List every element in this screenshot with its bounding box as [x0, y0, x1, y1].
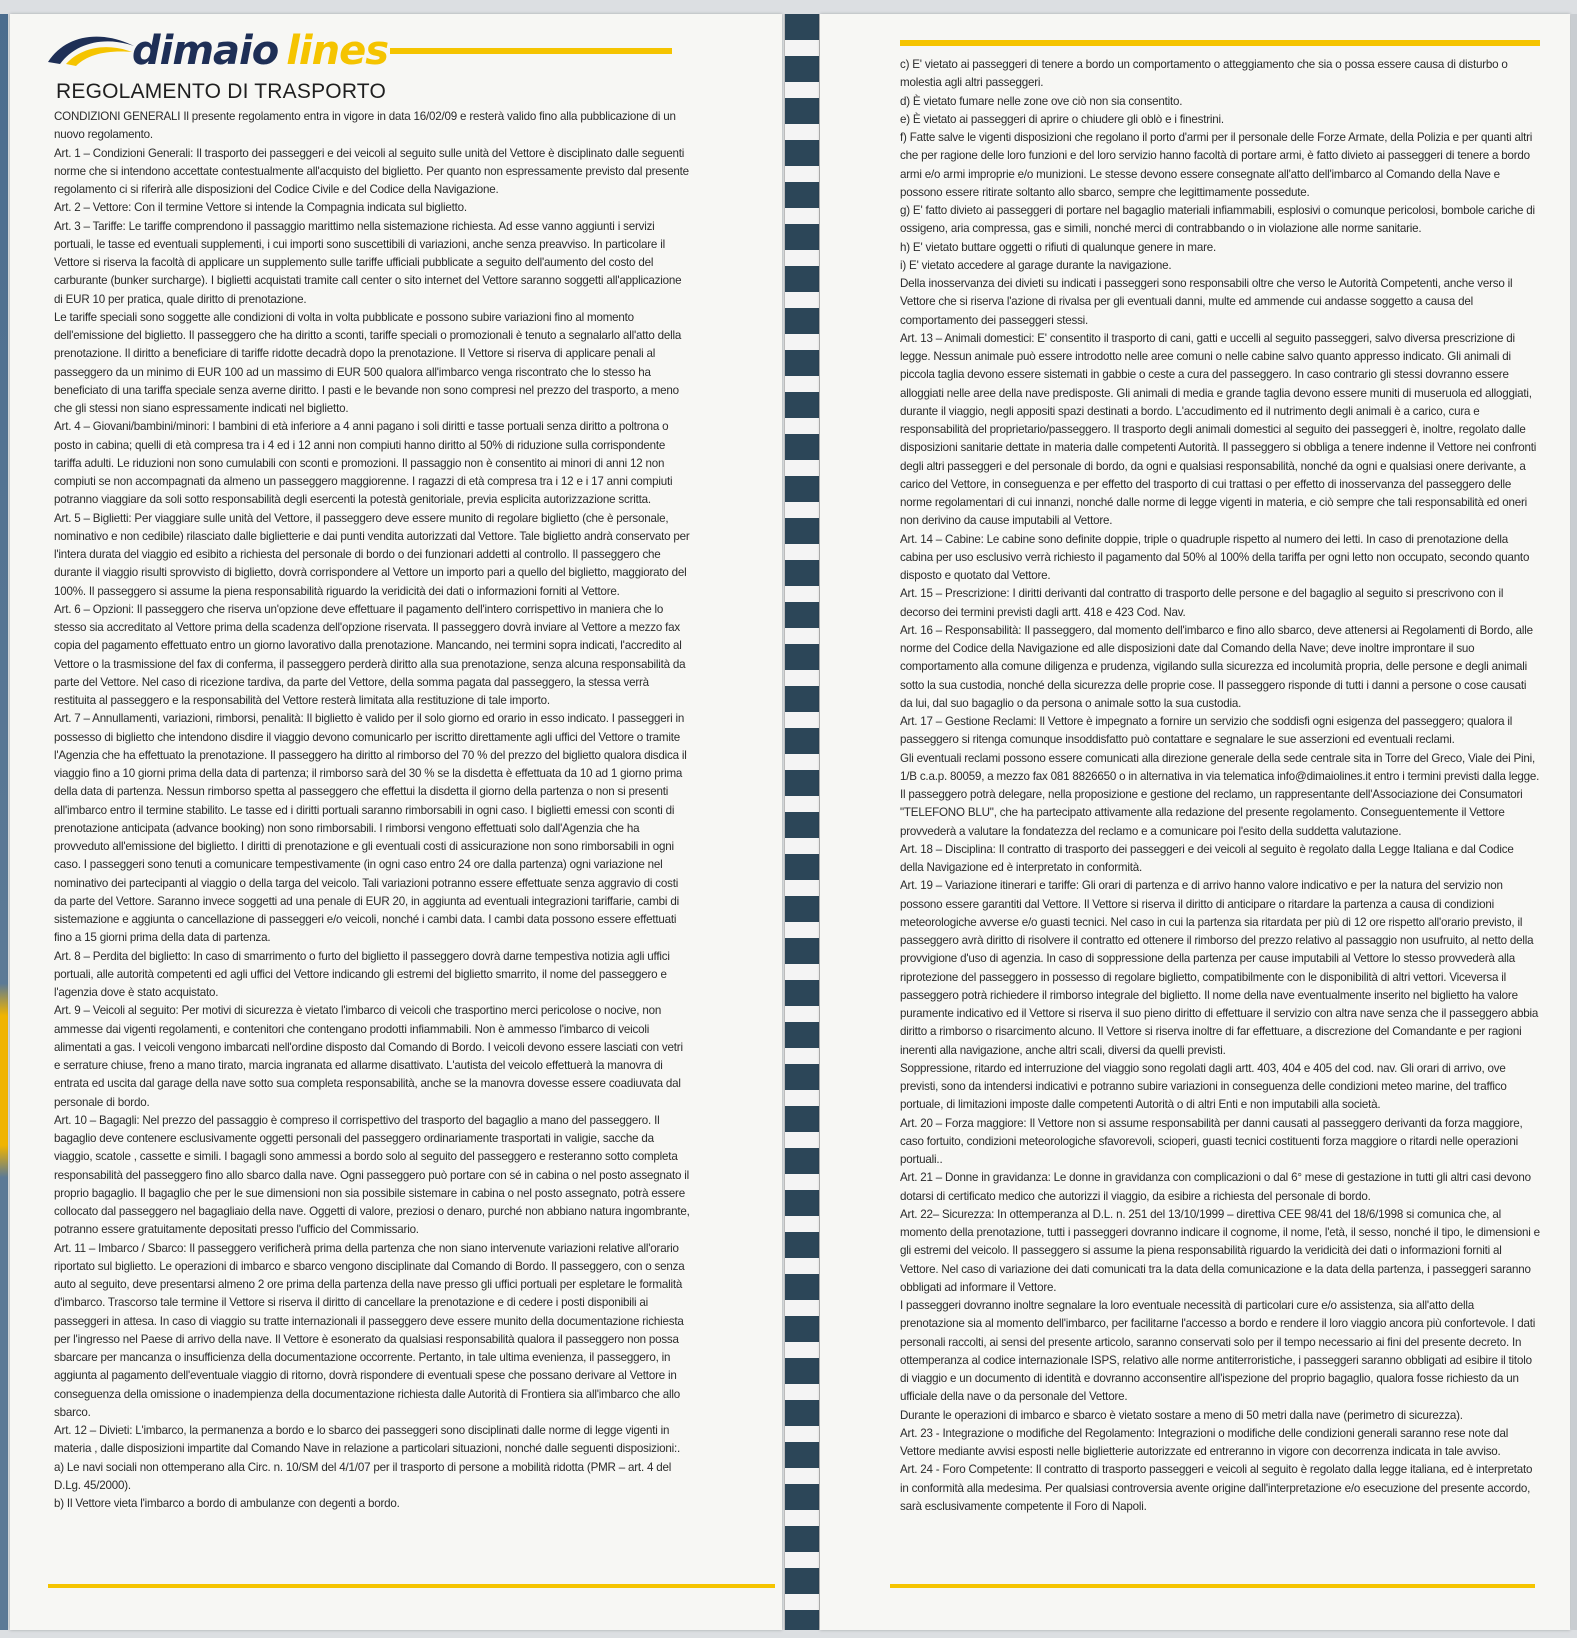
- paragraph-art-12-b: b) Il Vettore vieta l'imbarco a bordo di ambulanze con degenti a bordo.: [54, 1497, 400, 1510]
- paragraph-art-2: Art. 2 – Vettore: Con il termine Vettore si intende la Compagnia indicata sul biglietto.: [54, 201, 467, 215]
- paragraph-art-5: Art. 5 – Biglietti: Per viaggiare sulle unità del Vettore, il passeggero deve essere munito di regolare biglietto (che è personale, nominativo e non cedibile) rilasciato dalle biglietterie e dai punti vendita autorizzati dal Vettore. Tale biglietto andrà conservato per l'intera durata del viaggio ed esibito a richiesta del personale di bordo o dei funzionari addetti al controllo. Il passeggero che durante il viaggio risulti sprovvisto di biglietto, dovrà corrispondere al Vettore un importo pari a quello del biglietto, maggiorato del 100%. Il passeggero si assume la piena responsabilità riguardo la veridicità dei dati o informazioni forniti al Vettore.: [54, 511, 690, 598]
- paragraph-art-1: Art. 1 – Condizioni Generali: Il trasporto dei passeggeri e dei veicoli al seguito sulle unità del Vettore è disciplinato dalle seguenti norme che si intendono accettate contestualmente all'acquisto del biglietto. Per quanto non espressamente previsto dal presente regolamento ci si riferirà alle disposizioni del Codice Civile e del Codice della Navigazione.: [54, 146, 689, 196]
- paragraph-art-20: Art. 20 – Forza maggiore: Il Vettore non si assume responsabilità per danni causati al passeggero derivanti da forza maggiore, caso fortuito, condizioni meteorologiche sfavorevoli, scioperi, guasti tecnici costituenti forza maggiore o ritardi nelle operazioni portuali..: [900, 1116, 1523, 1166]
- left-text-column: [54, 108, 692, 1513]
- dimaio-lines-logo: [46, 22, 389, 80]
- paragraph-condizioni-generali: CONDIZIONI GENERALI Il presente regolamento entra in vigore in data 16/02/09 e resterà valido fino alla pubblicazione di un nuovo regolamento.: [54, 110, 676, 142]
- paragraph-art-12: Art. 12 – Divieti: L'imbarco, la permanenza a bordo e lo sbarco dei passeggeri sono disciplinati dalle norme di legge vigenti in materia , dalle disposizioni impartite dal Comando Nave in relazione a particolari situazioni, nonché dalle seguenti disposizioni:.: [54, 1424, 680, 1456]
- left-edge-band: [0, 14, 8, 1630]
- right-text-column: [900, 56, 1540, 1516]
- brand-word-dimaio: dimaio: [132, 28, 279, 74]
- paragraph-reclami: Gli eventuali reclami possono essere comunicati alla direzione generale della sede centrale sita in Torre del Greco, Viale dei Pini, 1/B c.a.p. 80059, a mezzo fax 081 8826650 o in alternativa in via telematica info@dimaiolines.it entro i termini previsti dalla legge. Il passeggero potrà delegare, nella proposizione e gestione del reclamo, un rappresentante dell'Associazione dei Consumatori "TELEFONO BLU", che ha partecipato attivamente alla redazione del presente regolamento. Conseguentemente il Vettore provvederà a valutare la fondatezza del reclamo e a comunicare poi l'esito della suddetta valutazione.: [900, 751, 1540, 838]
- paragraph-art-8: Art. 8 – Perdita del biglietto: In caso di smarrimento o furto del biglietto il passeggero dovrà darne tempestiva notizia agli uffici portuali, alle autorità competenti ed agli uffici del Vettore indicando gli estremi del biglietto smarrito, il nome del passeggero e l'agenzia dove è stato acquistato.: [54, 949, 670, 999]
- paragraph-art-18: Art. 18 – Disciplina: Il contratto di trasporto dei passeggeri e dei veicoli al seguito è regolato dalla Legge Italiana e dal Codice della Navigazione ed è interpretato in conformità.: [900, 842, 1514, 874]
- brand-wordmark: [132, 28, 388, 74]
- paragraph-art-12-g: g) E' fatto divieto ai passeggeri di portare nel bagaglio materiali infiammabili, esplosivi o comunque pericolosi, bombole cariche di ossigeno, aria compressa, gas e simili, nonché merci di contrabbando o in violazione alle norme sanitarie.: [900, 204, 1535, 236]
- page-title: REGOLAMENTO DI TRASPORTO: [56, 80, 386, 103]
- paragraph-art-9: Art. 9 – Veicoli al seguito: Per motivi di sicurezza è vietato l'imbarco di veicoli che trasportino merci pericolose o nocive, non ammesse dai vigenti regolamenti, e contenitori che contengano prodotti infiammabili. Non è ammesso l'imbarco di veicoli alimentati a gas. I veicoli vengono imbarcati nell'ordine disposto dal Comando di Bordo. I veicoli devono essere lasciati con vetri e serrature chiuse, freno a mano tirato, marcia ingranata ed allarme disattivato. L'autista del veicolo effettuerà la manovra di entrata ed uscita dal garage della nave sotto sua completa responsabilità, anche se la manovra dovesse essere coadiuvata dal personale di bordo.: [54, 1004, 683, 1109]
- bottom-rule-right: [890, 1584, 1535, 1588]
- top-rule-right: [900, 40, 1540, 46]
- paragraph-art-6: Art. 6 – Opzioni: Il passeggero che riserva un'opzione deve effettuare il pagamento dell'intero corrispettivo in maniera che lo stesso sia accreditato al Vettore prima della scadenza dell'opzione riservata. Il passeggero dovrà inviare al Vettore a mezzo fax copia del pagamento effettuato entro un giorno lavorativo dalla prenotazione. Mancando, nei termini sopra indicati, l'accredito al Vettore o la trasmissione del fax di conferma, il passeggero perderà diritto alla sua prenotazione, senza alcuna responsabilità da parte del Vettore. Nel caso di ricezione tardiva, da parte del Vettore, della somma pagata dal passeggero, la stessa verrà restituita al passeggero e la responsabilità del Vettore resterà limitata alla restituzione di tale importo.: [54, 602, 686, 707]
- right-edge-band: [1571, 14, 1577, 1630]
- paragraph-art-15: Art. 15 – Prescrizione: I diritti derivanti dal contratto di trasporto delle persone e del bagaglio al seguito si prescrivono con il decorso dei termini previsti dagli artt. 418 e 423 Cod. Nav.: [900, 587, 1504, 619]
- paragraph-art-12-a: a) Le navi sociali non ottemperano alla Circ. n. 10/SM del 4/1/07 per il trasporto di persone a mobilità ridotta (PMR – art. 4 del D.Lg. 45/2000).: [54, 1460, 672, 1492]
- paragraph-art-12-d: d) È vietato fumare nelle zone ove ciò non sia consentito.: [900, 94, 1183, 108]
- paragraph-art-12-h: h) E' vietato buttare oggetti o rifiuti di qualunque genere in mare.: [900, 240, 1217, 254]
- spine-fold: [784, 14, 820, 1630]
- paragraph-art-13: Art. 13 – Animali domestici: E' consentito il trasporto di cani, gatti e uccelli al seguito passeggeri, salvo diversa prescrizione di legge. Nessun animale può essere introdotto nelle aree comuni o nelle cabine salvo quanto appresso indicato. Gli animali di piccola taglia devono essere sistemati in gabbie o ceste a cura del passeggero. In caso contrario gli stessi dovranno essere alloggiati nelle aree della nave predisposte. Gli animali di media e grande taglia devono essere muniti di museruola ed alloggiati, durante il viaggio, negli appositi spazi destinati a bordo. L'accudimento ed il nutrimento degli animali è a carico, cura e responsabilità del proprietario/passeggero. Il trasporto degli animali domestici al seguito dei passeggeri è, inoltre, regolato dalle disposizioni sanitarie dettate in materia dalle competenti Autorità. Il passeggero si obbliga a tenere indenne il Vettore nei confronti degli altri passeggeri e del personale di bordo, da ogni e qualsiasi responsabilità, nonché da ogni e qualsiasi onere derivante, a carico del Vettore, in conseguenza e per effetto del trasporto di cui trattasi o per effetto di inosservanza del passeggero delle norme regolamentari di cui innanzi, nonché dalle norme di legge vigenti in materia, e ciò sempre che tali responsabilità ed oneri non derivino da cause imputabili al Vettore.: [900, 331, 1537, 528]
- paragraph-art-12-e: e) È vietato ai passeggeri di aprire o chiudere gli oblò e i finestrini.: [900, 112, 1224, 126]
- paragraph-art-12-c: c) E' vietato ai passeggeri di tenere a bordo un comportamento o atteggiamento che sia o possa essere causa di disturbo o molestia agli altri passeggeri.: [900, 58, 1508, 90]
- paragraph-art-12-f: f) Fatte salve le vigenti disposizioni che regolano il porto d'armi per il personale delle Forze Armate, della Polizia e per quanti altri che per ragione delle loro funzioni e del loro servizio hanno facoltà di portare armi, è fatto divieto ai passeggeri di tenere a bordo armi e/o armi improprie e/o munizioni. Le stesse devono essere consegnate all'atto dell'imbarco al Comando della Nave e possono essere ritirate soltanto allo sbarco, sempre che legittimamente possedute.: [900, 131, 1533, 199]
- paragraph-art-7: Art. 7 – Annullamenti, variazioni, rimborsi, penalità: Il biglietto è valido per il solo giorno ed orario in esso indicato. I passeggeri in possesso di biglietto che intendono disdire il viaggio devono comunicarlo per iscritto direttamente agli uffici del Vettore o tramite l'Agenzia che ha effettuato la prenotazione. Il passeggero ha diritto al rimborso del 70 % del prezzo del biglietto qualora disdica il viaggio fino a 10 giorni prima della data di partenza; il rimborso sarà del 30 % se la disdetta è effettuata da 10 ad 1 giorno prima della data di partenza. Nessun rimborso spetta al passeggero che effettui la disdetta il giorno della partenza o non si presenti all'imbarco entro il termine stabilito. Le tasse ed i diritti portuali saranno rimborsabili in ogni caso. I biglietti emessi con sconti di prenotazione anticipata (advance booking) non sono rimborsabili. I rimborsi vengono effettuati solo dall'Agenzia che ha provveduto all'emissione del biglietto. I diritti di prenotazione e gli eventuali costi di assicurazione non sono rimborsabili in ogni caso. I passeggeri sono tenuti a comunicare tempestivamente (in ogni caso entro 24 ore dalla partenza) ogni variazione nel nominativo dei partecipanti al viaggio o della targa del veicolo. Tali variazioni potranno essere effettuate senza aggravio di costi da parte del Vettore. Saranno invece soggetti ad una penale di EUR 20, in aggiunta ad eventuali integrazioni tariffarie, cambi di sistemazione e aggiunta o cancellazione di passeggeri e/o veicoli, nonché i cambi data. I cambi data possono essere effettuati fino a 15 giorni prima della data di partenza.: [54, 712, 687, 945]
- paragraph-art-10: Art. 10 – Bagagli: Nel prezzo del passaggio è compreso il corrispettivo del trasporto del bagaglio a mano del passeggero. Il bagaglio deve contenere esclusivamente oggetti personali del passeggero ordinariamente trasportati in valigie, sacche da viaggio, scatole , cassette e simili. I bagagli sono ammessi a bordo solo al seguito del passeggero e resteranno sotto completa responsabilità del passeggero fino allo sbarco dalla nave. Ogni passeggero può portare con sé in cabina o nel posto assegnato il proprio bagaglio. Il bagaglio che per le sue dimensioni non sia possibile sistemare in cabina o nel posto assegnato, potrà essere collocato dal passeggero nel bagagliaio della nave. Oggetti di valore, preziosi o denaro, purché non abbiano natura ingombrante, potranno essere gratuitamente depositati presso l'ufficio del Commissario.: [54, 1113, 690, 1237]
- paragraph-soppressione: Soppressione, ritardo ed interruzione del viaggio sono regolati dagli artt. 403, 404 e 405 del cod. nav. Gli orari di arrivo, ove previsti, sono da intendersi indicativi e potranno subire variazioni in conseguenza delle condizioni meteo marine, del traffico portuale, di limitazioni imposte dalle competenti Autorità o di altri Enti e non imputabili alla società.: [900, 1061, 1507, 1112]
- swoosh-logo-icon: [46, 28, 136, 68]
- paragraph-art-22: Art. 22– Sicurezza: In ottemperanza al D.L. n. 251 del 13/10/1999 – direttiva CEE 98/41 del 18/6/1998 si comunica che, al momento della prenotazione, tutti i passeggeri dovranno indicare il cognome, il nome, l'età, il sesso, nonché il tipo, le dimensioni e gli estremi del veicolo. Il passeggero si assume la piena responsabilità riguardo la veridicità dei dati o informazioni forniti al Vettore. Nel caso di variazione dei dati comunicati tra la data della comunicazione e la data della partenza, i passeggeri saranno obbligati ad informare il Vettore.: [900, 1207, 1540, 1294]
- paragraph-art-17: Art. 17 – Gestione Reclami: Il Vettore è impegnato a fornire un servizio che soddisfi ogni esigenza del passeggero; qualora il passeggero si ritenga comunque insoddisfatto può contattare e segnalare le sue asserzioni ed eventuali reclami.: [900, 715, 1513, 747]
- top-rule-left: [390, 48, 672, 54]
- paragraph-art-3: Art. 3 – Tariffe: Le tariffe comprendono il passaggio marittimo nella sistemazione richiesta. Ad esse vanno aggiunti i servizi portuali, le tasse ed eventuali supplementi, i cui importi sono suscettibili di variazioni, anche senza preavviso. In particolare il Vettore si riserva la facoltà di applicare un supplemento sulle tariffe ufficiali pubblicate a seguito dell'aumento del costo del carburante (bunker surcharge). I biglietti acquistati tramite call center o sito internet del Vettore saranno soggetti all'applicazione di EUR 10 per pratica, quale diritto di prenotazione.: [54, 219, 682, 306]
- paragraph-art-21: Art. 21 – Donne in gravidanza: Le donne in gravidanza con complicazioni o dal 6° mese di gestazione in tutti gli altri casi devono dotarsi di certificato medico che autorizzi il viaggio, da esibire a richiesta del personale di bordo.: [900, 1171, 1531, 1203]
- paragraph-art-14: Art. 14 – Cabine: Le cabine sono definite doppie, triple o quadruple rispetto al numero dei letti. In caso di prenotazione della cabina per uso esclusivo verrà richiesto il pagamento dal 50% al 100% della tariffa per ogni letto non occupato, secondo quanto disposto e quotato dal Vettore.: [900, 532, 1530, 582]
- bottom-rule-left: [48, 1584, 775, 1588]
- paragraph-art-11: Art. 11 – Imbarco / Sbarco: Il passeggero verificherà prima della partenza che non siano intervenute variazioni relative all'orario riportato sul biglietto. Le operazioni di imbarco e sbarco vengono disciplinate dal Comando di Bordo. Il passeggero, con o senza auto al seguito, deve presentarsi almeno 2 ore prima della partenza della nave presso gli uffici portuali per espletare le formalità d'imbarco. Trascorso tale termine il Vettore si riserva il diritto di cancellare la prenotazione e di cedere i posti disponibili ai passeggeri in attesa. In caso di viaggio su tratte internazionali il passeggero deve essere munito della documentazione richiesta per l'ingresso nel Paese di arrivo della nave. Il Vettore è esonerato da qualsiasi responsabilità qualora il passeggero non possa sbarcare per mancanza o insufficienza della documentazione occorrente. Pertanto, in tale ultima evenienza, il passeggero, in aggiunta al pagamento dell'eventuale viaggio di ritorno, dovrà rispondere di eventuali spese che possano derivare al Vettore in conseguenza della omissione o inadempienza della documentazione richiesta dalle Autorità di Frontiera sia all'imbarco che allo sbarco.: [54, 1241, 685, 1419]
- paragraph-inosservanza: Della inosservanza dei divieti su indicati i passeggeri sono responsabili oltre che verso le Autorità Competenti, anche verso il Vettore che si riserva l'azione di rivalsa per gli eventuali danni, multe ed ammende cui andasse soggetto a causa del comportamento dei passeggeri stessi.: [900, 277, 1513, 327]
- paragraph-art-12-i: i) E' vietato accedere al garage durante la navigazione.: [900, 258, 1172, 272]
- paragraph-perimetro: Durante le operazioni di imbarco e sbarco è vietato sostare a meno di 50 metri dalla nave (perimetro di sicurezza).: [900, 1408, 1463, 1422]
- paragraph-art-4: Art. 4 – Giovani/bambini/minori: I bambini di età inferiore a 4 anni pagano i soli diritti e tasse portuali senza diritto a poltrona o posto in cabina; quelli di età compresa tra i 4 ed i 12 anni non compiuti hanno diritto al 50% di riduzione sulla corrispondente tariffa adulti. Le riduzioni non sono cumulabili con sconti e promozioni. Il passaggio non è consentito ai minori di anni 12 non compiuti se non accompagnati da almeno un passeggero maggiorenne. I ragazzi di età compresa tra i 12 e i 17 anni compiuti potranno viaggiare da soli sotto responsabilità degli esercenti la potestà genitoriale, previa esplicita autorizzazione scritta.: [54, 420, 673, 507]
- paragraph-tariffe-speciali: Le tariffe speciali sono soggette alle condizioni di volta in volta pubblicate e possono subire variazioni fino al momento dell'emissione del biglietto. Il passeggero che ha diritto a sconti, tariffe speciali o promozionali è tenuto a segnalarlo all'atto della prenotazione. Il diritto a beneficiare di tariffe ridotte decadrà dopo la prenotazione. Il Vettore si riserva di applicare penali al passeggero da un minimo di EUR 100 ad un massimo di EUR 500 qualora all'imbarco venga riscontrato che lo stesso ha beneficiato di una tariffa speciale senza averne diritto. I pasti e le bevande non sono compresi nel prezzo del trasporto, a meno che gli stessi non siano espressamente indicati nel biglietto.: [54, 310, 682, 415]
- paragraph-assistenza: I passeggeri dovranno inoltre segnalare la loro eventuale necessità di particolari cure e/o assistenza, sia all'atto della prenotazione sia al momento dell'imbarco, per facilitarne l'accesso a bordo e rendere il loro viaggio ancora più confortevole. I dati personali raccolti, ai sensi del presente articolo, saranno conservati solo per il tempo necessario ai fini del presente decreto. In ottemperanza al codice internazionale ISPS, relativo alle norme antiterroristiche, i passeggeri saranno obbligati ad esibire il titolo di viaggio e un documento di identità e dovranno acconsentire all'ispezione del proprio bagaglio, qualora fosse richiesto da un ufficiale della nave o da personale del Vettore.: [900, 1299, 1536, 1404]
- paragraph-art-23: Art. 23 - Integrazione o modifiche del Regolamento: Integrazioni o modifiche delle condizioni generali saranno rese note dal Vettore mediante avvisi esposti nelle biglietterie autorizzate ed entreranno in vigore con decorrenza indicata in tale avviso.: [900, 1426, 1509, 1458]
- paragraph-art-16: Art. 16 – Responsabilità: Il passeggero, dal momento dell'imbarco e fino allo sbarco, deve attenersi ai Regolamenti di Bordo, alle norme del Codice della Navigazione ed alle disposizioni date dal Comando della Nave; deve inoltre improntare il suo comportamento alla comune diligenza e prudenza, vigilando sulla sicurezza ed incolumità propria, delle persone e degli animali sotto la sua custodia, nonché della sicurezza delle proprie cose. Il passeggero risponde di tutti i danni a persone o cose causati da lui, dal suo bagaglio o da persona o animale sotto la sua custodia.: [900, 623, 1533, 710]
- paragraph-art-19: Art. 19 – Variazione itinerari e tariffe: Gli orari di partenza e di arrivo hanno valore indicativo e per la natura del servizio non possono essere garantiti dal Vettore. Il Vettore si riserva il diritto di anticipare o ritardare la partenza a causa di condizioni meteorologiche avverse e/o guasti tecnici. Nel caso in cui la partenza sia ritardata per più di 12 ore rispetto all'orario previsto, il passeggero avrà diritto di risolvere il contratto ed ottenere il rimborso del prezzo relativo al passaggio non usufruito, al netto della provvigione d'uso di agenzia. In caso di soppressione della partenza per cause imputabili al Vettore lo stesso provvederà alla riprotezione del passeggero in possesso di regolare biglietto, compatibilmente con le disponibilità di altri vettori. Viceversa il passeggero potrà richiedere il rimborso integrale del biglietto. Il nome della nave eventualmente inserito nel biglietto ha valore puramente indicativo ed il Vettore si riserva il suo pieno diritto di effettuare il servizio con altra nave senza che il passeggero abbia diritto a rimborso o risarcimento alcuno. Il Vettore si riserva inoltre di far effettuare, a discrezione del Comandante e per ragioni inerenti alla navigazione, anche altri scali, diversi da quelli previsti.: [900, 879, 1539, 1057]
- brand-word-lines: lines: [286, 28, 389, 74]
- paragraph-art-24: Art. 24 - Foro Competente: Il contratto di trasporto passeggeri e veicoli al seguito è regolato dalla legge italiana, ed è interpretato in conformità alla medesima. Per qualsiasi controversia avente origine dall'interpretazione e/o esecuzione del presente accordo, sarà esclusivamente competente il Foro di Napoli.: [900, 1463, 1533, 1513]
